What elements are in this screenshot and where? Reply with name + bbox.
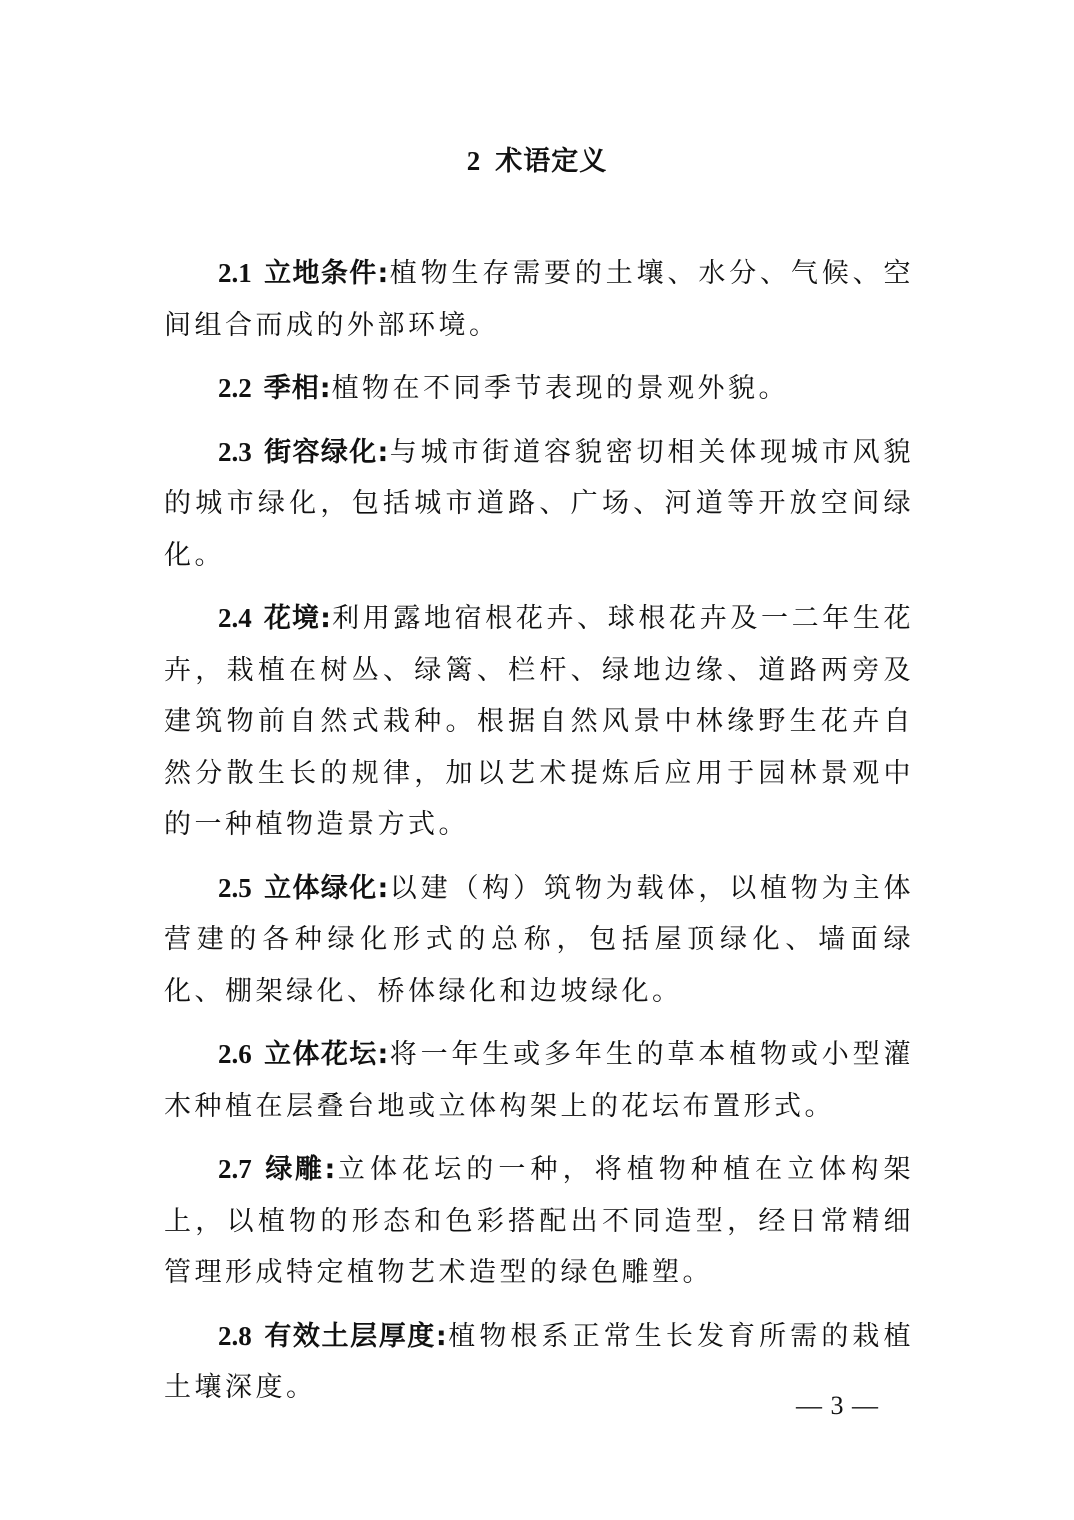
term-definition — [164, 863, 914, 1018]
term-number: 2.5 — [218, 872, 252, 903]
term-name: 季相: — [263, 373, 332, 404]
term-text: 与城市街道容貌密切相关体现城市风貌的城市绿化，包括城市道路、广场、河道等开放空间绿化。 — [164, 436, 914, 571]
term-text: 将一年生或多年生的草本植物或小型灌木种植在层叠台地或立体构架上的花坛布置形式。 — [164, 1039, 914, 1122]
term-definition — [164, 363, 914, 415]
section-title-text: 术语定义 — [495, 146, 608, 177]
section-title — [0, 138, 1074, 185]
term-text: 立体花坛的一种，将植物种植在立体构架上，以植物的形态和色彩搭配出不同造型，经日常精细管理形成特定植物艺术造型的绿色雕塑。 — [164, 1154, 914, 1288]
term-name: 花境: — [263, 603, 332, 634]
term-name: 有效土层厚度: — [263, 1320, 448, 1352]
term-name: 立地条件: — [263, 258, 390, 289]
term-number: 2.8 — [218, 1320, 252, 1351]
term-definition — [164, 248, 914, 351]
term-text: 植物生存需要的土壤、水分、气候、空间组合而成的外部环境。 — [164, 258, 914, 341]
term-definition — [164, 593, 914, 851]
term-name: 绿雕: — [263, 1154, 337, 1185]
term-definition — [164, 1144, 914, 1299]
term-definition — [164, 1029, 914, 1132]
term-name: 立体花坛: — [263, 1039, 390, 1070]
term-number: 2.4 — [218, 603, 252, 633]
terms-list — [164, 248, 914, 1426]
term-definition — [164, 427, 914, 582]
term-text: 利用露地宿根花卉、球根花卉及一二年生花卉，栽植在树丛、绿篱、栏杆、绿地边缘、道路两旁及建筑物前自然式栽种。根据自然风景中林缘野生花卉自然分散生长的规律，加以艺术提炼后应用于园林景观中的一种植物造景方式。 — [164, 603, 914, 840]
term-number: 2.2 — [218, 373, 252, 403]
term-name: 街容绿化: — [263, 436, 390, 468]
page-number: — 3 — — [796, 1391, 879, 1420]
term-name: 立体绿化: — [263, 872, 390, 904]
term-number: 2.1 — [218, 258, 252, 288]
term-text: 植物在不同季节表现的景观外貌。 — [331, 373, 790, 404]
term-text: 植物根系正常生长发育所需的栽植土壤深度。 — [164, 1320, 914, 1403]
term-number: 2.7 — [218, 1154, 252, 1184]
section-number: 2 — [466, 146, 482, 176]
term-text: 以建（构）筑物为载体，以植物为主体营建的各种绿化形式的总称，包括屋顶绿化、墙面绿化、棚架绿化、桥体绿化和边坡绿化。 — [164, 872, 914, 1007]
term-number: 2.3 — [218, 436, 252, 467]
term-number: 2.6 — [218, 1039, 252, 1069]
